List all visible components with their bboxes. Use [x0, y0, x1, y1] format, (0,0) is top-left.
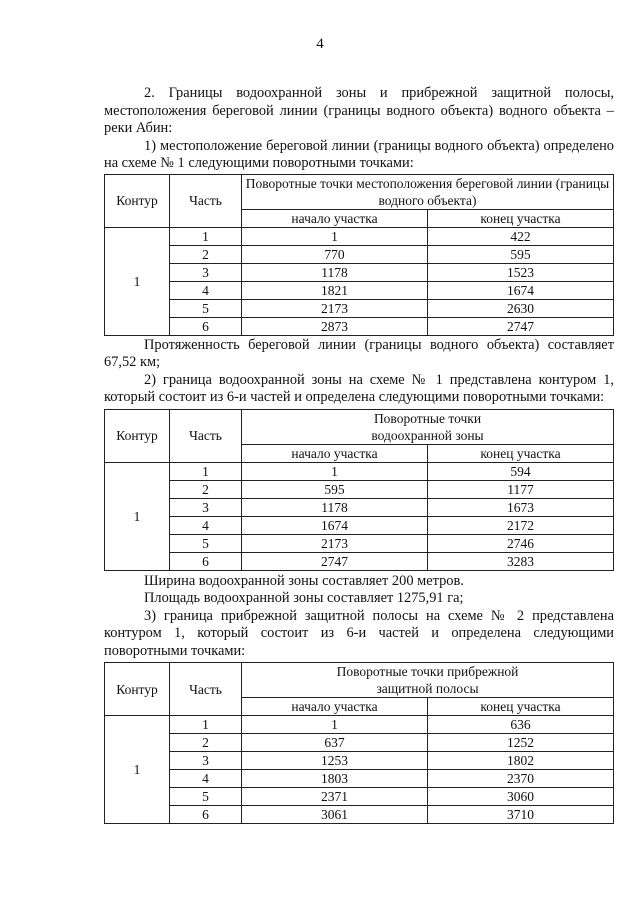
start-point-cell: 2173	[242, 299, 428, 317]
table-row	[105, 734, 614, 752]
header-end: конец участка	[428, 698, 614, 716]
header-contour: Контур	[105, 663, 170, 716]
table-row	[105, 534, 614, 552]
header-contour: Контур	[105, 174, 170, 227]
coastal-strip-table	[104, 662, 614, 824]
end-point-cell: 2370	[428, 770, 614, 788]
paragraph-item2: 2) граница водоохранной зоны на схеме № 1 представлена контуром 1, который состоит из 6-и частей и определена следующими поворотными точками:	[104, 371, 614, 405]
table-row	[105, 227, 614, 245]
part-cell: 1	[170, 462, 242, 480]
end-point-cell: 1802	[428, 752, 614, 770]
part-cell: 4	[170, 516, 242, 534]
start-point-cell: 2747	[242, 552, 428, 570]
part-cell: 2	[170, 245, 242, 263]
header-start: начало участка	[242, 698, 428, 716]
end-point-cell: 1673	[428, 498, 614, 516]
end-point-cell: 1523	[428, 263, 614, 281]
start-point-cell: 1	[242, 227, 428, 245]
table-row	[105, 480, 614, 498]
header-end: конец участка	[428, 444, 614, 462]
header-group: Поворотные точки прибрежной защитной полосы	[242, 663, 614, 698]
table-row	[105, 516, 614, 534]
header-group: Поворотные точки водоохранной зоны	[242, 409, 614, 444]
header-start: начало участка	[242, 444, 428, 462]
end-point-cell: 595	[428, 245, 614, 263]
header-part: Часть	[170, 409, 242, 462]
table-row	[105, 299, 614, 317]
header-part: Часть	[170, 174, 242, 227]
end-point-cell: 2172	[428, 516, 614, 534]
shoreline-table	[104, 174, 614, 336]
table-row	[105, 770, 614, 788]
document-body	[104, 85, 614, 824]
start-point-cell: 2873	[242, 317, 428, 335]
end-point-cell: 2630	[428, 299, 614, 317]
table-row	[105, 716, 614, 734]
part-cell: 6	[170, 317, 242, 335]
start-point-cell: 1	[242, 462, 428, 480]
start-point-cell: 2371	[242, 788, 428, 806]
paragraph-area: Площадь водоохранной зоны составляет 1275,91 га;	[144, 590, 464, 606]
end-point-cell: 3060	[428, 788, 614, 806]
start-point-cell: 595	[242, 480, 428, 498]
part-cell: 2	[170, 734, 242, 752]
start-point-cell: 770	[242, 245, 428, 263]
part-cell: 6	[170, 806, 242, 824]
part-cell: 5	[170, 534, 242, 552]
paragraph-width: Ширина водоохранной зоны составляет 200 метров.	[144, 572, 464, 589]
page-number: 4	[316, 36, 324, 52]
part-cell: 5	[170, 788, 242, 806]
contour-cell: 1	[105, 227, 170, 335]
contour-cell: 1	[105, 462, 170, 570]
end-point-cell: 1252	[428, 734, 614, 752]
part-cell: 3	[170, 752, 242, 770]
paragraph-item1: 1) местоположение береговой линии (границы водного объекта) определено на схеме № 1 следующими поворотными точками:	[104, 137, 614, 171]
header-end: конец участка	[428, 209, 614, 227]
start-point-cell: 1253	[242, 752, 428, 770]
start-point-cell: 1803	[242, 770, 428, 788]
contour-cell: 1	[105, 716, 170, 824]
part-cell: 2	[170, 480, 242, 498]
header-part: Часть	[170, 663, 242, 716]
start-point-cell: 1178	[242, 498, 428, 516]
table-row	[105, 552, 614, 570]
paragraph-item3: 3) граница прибрежной защитной полосы на схеме № 2 представлена контуром 1, который состоит из 6-и частей и определена следующими поворотными точками:	[104, 607, 614, 659]
table-row	[105, 462, 614, 480]
table-row	[105, 245, 614, 263]
end-point-cell: 1177	[428, 480, 614, 498]
table-row	[105, 281, 614, 299]
header-start: начало участка	[242, 209, 428, 227]
table-row	[105, 788, 614, 806]
part-cell: 5	[170, 299, 242, 317]
start-point-cell: 1821	[242, 281, 428, 299]
header-group: Поворотные точки местоположения береговой линии (границы водного объекта)	[242, 174, 614, 209]
start-point-cell: 637	[242, 734, 428, 752]
start-point-cell: 2173	[242, 534, 428, 552]
table-row	[105, 263, 614, 281]
table-row	[105, 498, 614, 516]
part-cell: 3	[170, 498, 242, 516]
start-point-cell: 3061	[242, 806, 428, 824]
water-protection-zone-table	[104, 409, 614, 571]
part-cell: 4	[170, 770, 242, 788]
table-row	[105, 752, 614, 770]
end-point-cell: 422	[428, 227, 614, 245]
start-point-cell: 1	[242, 716, 428, 734]
end-point-cell: 636	[428, 716, 614, 734]
part-cell: 4	[170, 281, 242, 299]
end-point-cell: 2747	[428, 317, 614, 335]
end-point-cell: 3710	[428, 806, 614, 824]
end-point-cell: 2746	[428, 534, 614, 552]
part-cell: 1	[170, 227, 242, 245]
table-row	[105, 317, 614, 335]
part-cell: 1	[170, 716, 242, 734]
part-cell: 3	[170, 263, 242, 281]
header-contour: Контур	[105, 409, 170, 462]
start-point-cell: 1178	[242, 263, 428, 281]
end-point-cell: 594	[428, 462, 614, 480]
start-point-cell: 1674	[242, 516, 428, 534]
paragraph-intro: 2. Границы водоохранной зоны и прибрежной защитной полосы, местоположения береговой линии (границы водного объекта) водного объекта – реки Абин:	[104, 85, 614, 136]
table-row	[105, 806, 614, 824]
part-cell: 6	[170, 552, 242, 570]
paragraph-length: Протяженность береговой линии (границы водного объекта) составляет 67,52 км;	[104, 336, 614, 370]
end-point-cell: 1674	[428, 281, 614, 299]
end-point-cell: 3283	[428, 552, 614, 570]
